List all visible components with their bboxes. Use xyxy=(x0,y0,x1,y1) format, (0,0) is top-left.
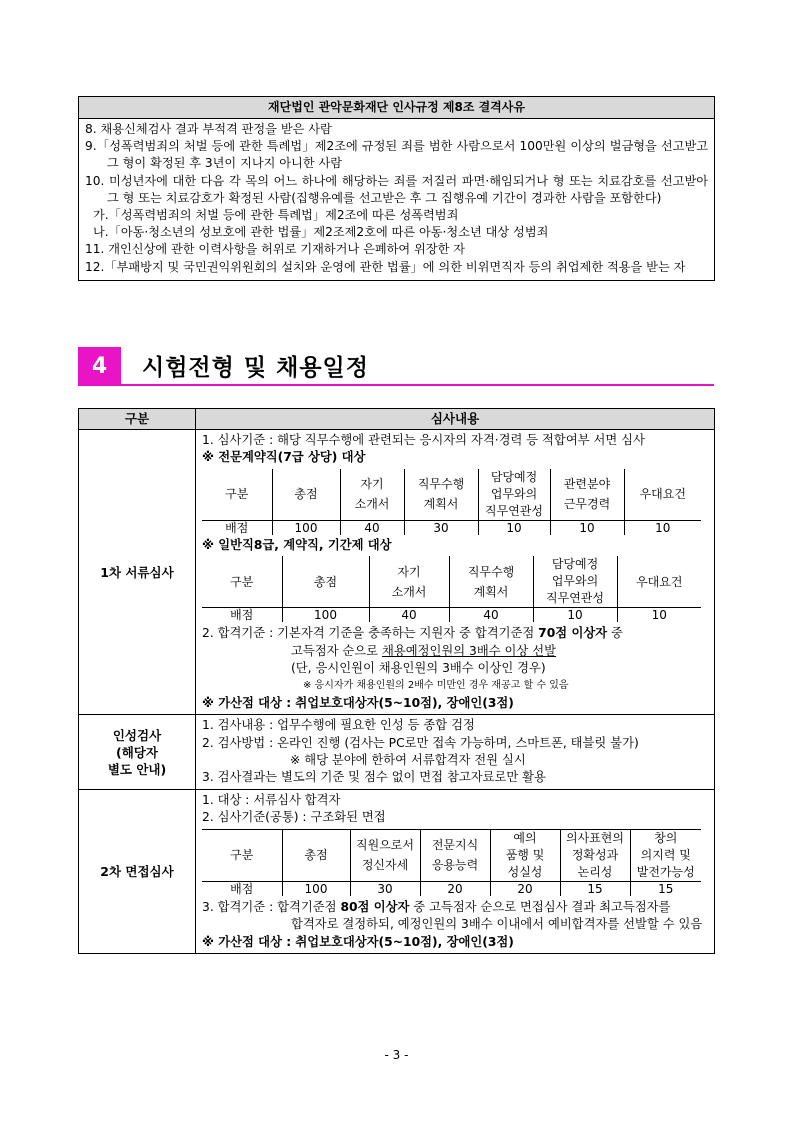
pass-threshold: 80점 이상자 xyxy=(340,899,410,914)
disqualification-title: 재단법인 관악문화재단 인사규정 제8조 결격사유 xyxy=(79,97,714,119)
score-cell: 15 xyxy=(560,881,630,896)
disqualification-item: 11. 개인신상에 관한 이력사항을 허위로 기재하거나 은폐하여 위장한 자 xyxy=(85,242,466,257)
groupB-col: 총점 xyxy=(282,556,369,608)
label-line: (해당자 xyxy=(116,744,158,760)
groupA-col: 우대요건 xyxy=(624,469,701,521)
personality-label xyxy=(79,715,196,790)
stage2-line: 2. 심사기준(공통) : 구조화된 면접 xyxy=(202,810,386,825)
section-number: 4 xyxy=(78,347,121,386)
groupA-col: 관련분야 근무경력 xyxy=(550,469,624,521)
score-cell: 100 xyxy=(282,881,350,896)
label-line: 인성검사 xyxy=(112,727,162,743)
groupA-col: 직무수행 계획서 xyxy=(404,469,478,521)
stage1-pass-note: ※ 응시자가 채용인원의 2배수 미만인 경우 재공고 할 수 있음 xyxy=(303,680,569,692)
score-cell: 40 xyxy=(340,520,404,535)
personality-line: 1. 검사내용 : 업무수행에 필요한 인성 등 종합 검정 xyxy=(202,718,475,733)
personality-line: 2. 검사방법 : 온라인 진행 (검사는 PC로만 접속 가능하며, 스마트폰, 태블릿 불가) xyxy=(202,735,639,750)
header-category: 구분 xyxy=(79,409,196,430)
section-underline xyxy=(121,384,714,386)
stage2-score-table xyxy=(202,829,701,896)
score-cell: 15 xyxy=(630,881,701,896)
section-title: 시험전형 및 채용일정 xyxy=(142,355,369,381)
stage2-label: 2차 면접심사 xyxy=(79,789,196,953)
groupB-col: 담당예정 업무와의 직무연관성 xyxy=(533,556,617,608)
groupA-col: 구분 xyxy=(202,469,272,521)
score-cell: 20 xyxy=(420,881,490,896)
stage1-pass-line2 xyxy=(202,643,708,660)
score-cell: 10 xyxy=(617,608,701,623)
stage2-col: 총점 xyxy=(282,829,350,881)
groupA-score-table xyxy=(202,469,701,535)
pass-text: 3. 합격기준 : 합격기준점 xyxy=(202,899,337,914)
stage2-score-row xyxy=(202,881,701,896)
personality-note: ※ 해당 분야에 한하여 서류합격자 전원 실시 xyxy=(290,753,526,768)
stage1-content xyxy=(196,430,715,715)
groupA-col: 자기 소개서 xyxy=(340,469,404,521)
label-line: 별도 안내) xyxy=(107,761,167,777)
disqualification-list xyxy=(79,119,714,280)
score-cell: 10 xyxy=(478,520,550,535)
disqualification-item: 8. 채용신체검사 결과 부적격 판정을 받은 사람 xyxy=(85,122,332,136)
disqualification-subitem: 나.「아동·청소년의 성보호에 관한 법률」제2조제2호에 따른 아동·청소년 대상 성범죄 xyxy=(93,225,549,240)
score-cell: 배점 xyxy=(202,881,282,896)
stage2-line: 1. 대상 : 서류심사 합격자 xyxy=(202,792,341,807)
score-cell: 배점 xyxy=(202,520,272,535)
pass-emphasis: 채용예정인원의 3배수 이상 선발 xyxy=(381,643,556,658)
groupB-score-table xyxy=(202,556,701,622)
disqualification-subitem: 가.「성폭력범죄의 처벌 등에 관한 특례법」제2조에 따른 성폭력범죄 xyxy=(93,208,459,223)
stage2-content xyxy=(196,789,715,953)
score-cell: 100 xyxy=(282,608,369,623)
stage2-header-row xyxy=(202,829,701,881)
groupA-score-row xyxy=(202,520,701,535)
stage1-bonus: ※ 가산점 대상 : 취업보호대상자(5~10점), 장애인(3점) xyxy=(202,695,514,710)
disqualification-item: 12.「부패방지 및 국민권익위원회의 설치와 운영에 관한 법률」에 의한 비위면직자 등의 취업제한 적용을 받는 자 xyxy=(85,259,686,274)
groupA-col: 총점 xyxy=(272,469,340,521)
pass-text: 중 고득점자 순으로 면접심사 결과 최고득점자를 xyxy=(413,899,671,914)
groupB-score-row xyxy=(202,608,701,623)
score-cell: 20 xyxy=(490,881,560,896)
personality-line: 3. 검사결과는 별도의 기준 및 점수 없이 면접 참고자료로만 활용 xyxy=(202,770,546,785)
disqualification-item: 10. 미성년자에 대한 다음 각 목의 어느 하나에 해당하는 죄를 저질러 파면·해임되거나 형 또는 치료감호를 선고받아 그 형 또는 치료감호가 확정된 사람(집행유예를 선고받은 후 그 집행유예 기간이 경과한 사람을 포함한다) xyxy=(85,173,708,205)
groupA-col: 담당예정 업무와의 직무연관성 xyxy=(478,469,550,521)
pass-text: 중 xyxy=(611,626,623,641)
stage1-pass-criteria xyxy=(202,625,708,642)
score-cell: 100 xyxy=(272,520,340,535)
groupA-title: ※ 전문계약직(7급 상당) 대상 xyxy=(202,450,366,465)
stage2-col: 창의 의지력 및 발전가능성 xyxy=(630,829,701,881)
score-cell: 10 xyxy=(550,520,624,535)
stage2-col: 구분 xyxy=(202,829,282,881)
stage1-criteria: 1. 심사기준 : 해당 직무수행에 관련되는 응시자의 자격·경력 등 적합여부 서면 심사 xyxy=(202,433,645,447)
groupB-col: 구분 xyxy=(202,556,282,608)
stage2-col: 전문지식 응용능력 xyxy=(420,829,490,881)
section-header xyxy=(78,347,714,387)
stage2-col: 의사표현의 정확성과 논리성 xyxy=(560,829,630,881)
stage2-pass-line2: 합격자로 결정하되, 예정인원의 3배수 이내에서 예비합격자를 선발할 수 있음 xyxy=(291,917,703,932)
score-cell: 배점 xyxy=(202,608,282,623)
score-cell: 30 xyxy=(350,881,420,896)
stage1-pass-line3: (단, 응시인원이 채용인원의 3배수 이상인 경우) xyxy=(291,661,546,676)
groupA-header-row xyxy=(202,469,701,521)
pass-threshold: 70점 이상자 xyxy=(538,626,608,641)
groupB-col: 우대요건 xyxy=(617,556,701,608)
stage2-bonus: ※ 가산점 대상 : 취업보호대상자(5~10점), 장애인(3점) xyxy=(202,934,514,949)
page-number: - 3 - xyxy=(384,1048,409,1062)
groupB-col: 자기 소개서 xyxy=(369,556,449,608)
disqualification-item: 9.「성폭력범죄의 처벌 등에 관한 특례법」제2조에 규정된 죄를 범한 사람으로서 100만원 이상의 벌금형을 선고받고 그 형이 확정된 후 3년이 지나지 아니한 사람 xyxy=(85,139,708,171)
personality-content xyxy=(196,715,715,790)
groupB-header-row xyxy=(202,556,701,608)
score-cell: 40 xyxy=(449,608,533,623)
stage1-label: 1차 서류심사 xyxy=(79,430,196,715)
pass-text: 고득점자 순으로 xyxy=(291,643,379,658)
stage2-col: 예의 품행 및 성실성 xyxy=(490,829,560,881)
score-cell: 30 xyxy=(404,520,478,535)
score-cell: 10 xyxy=(533,608,617,623)
pass-text: 2. 합격기준 : 기본자격 기준을 충족하는 지원자 중 합격기준점 xyxy=(202,626,535,641)
groupB-col: 직무수행 계획서 xyxy=(449,556,533,608)
stage2-col: 직원으로서 정신자세 xyxy=(350,829,420,881)
groupB-title: ※ 일반직8급, 계약직, 기간제 대상 xyxy=(202,537,392,552)
header-content: 심사내용 xyxy=(196,409,715,430)
stage2-pass-criteria xyxy=(202,899,708,916)
screening-table xyxy=(78,408,715,954)
score-cell: 10 xyxy=(624,520,701,535)
disqualification-box xyxy=(78,96,715,281)
score-cell: 40 xyxy=(369,608,449,623)
